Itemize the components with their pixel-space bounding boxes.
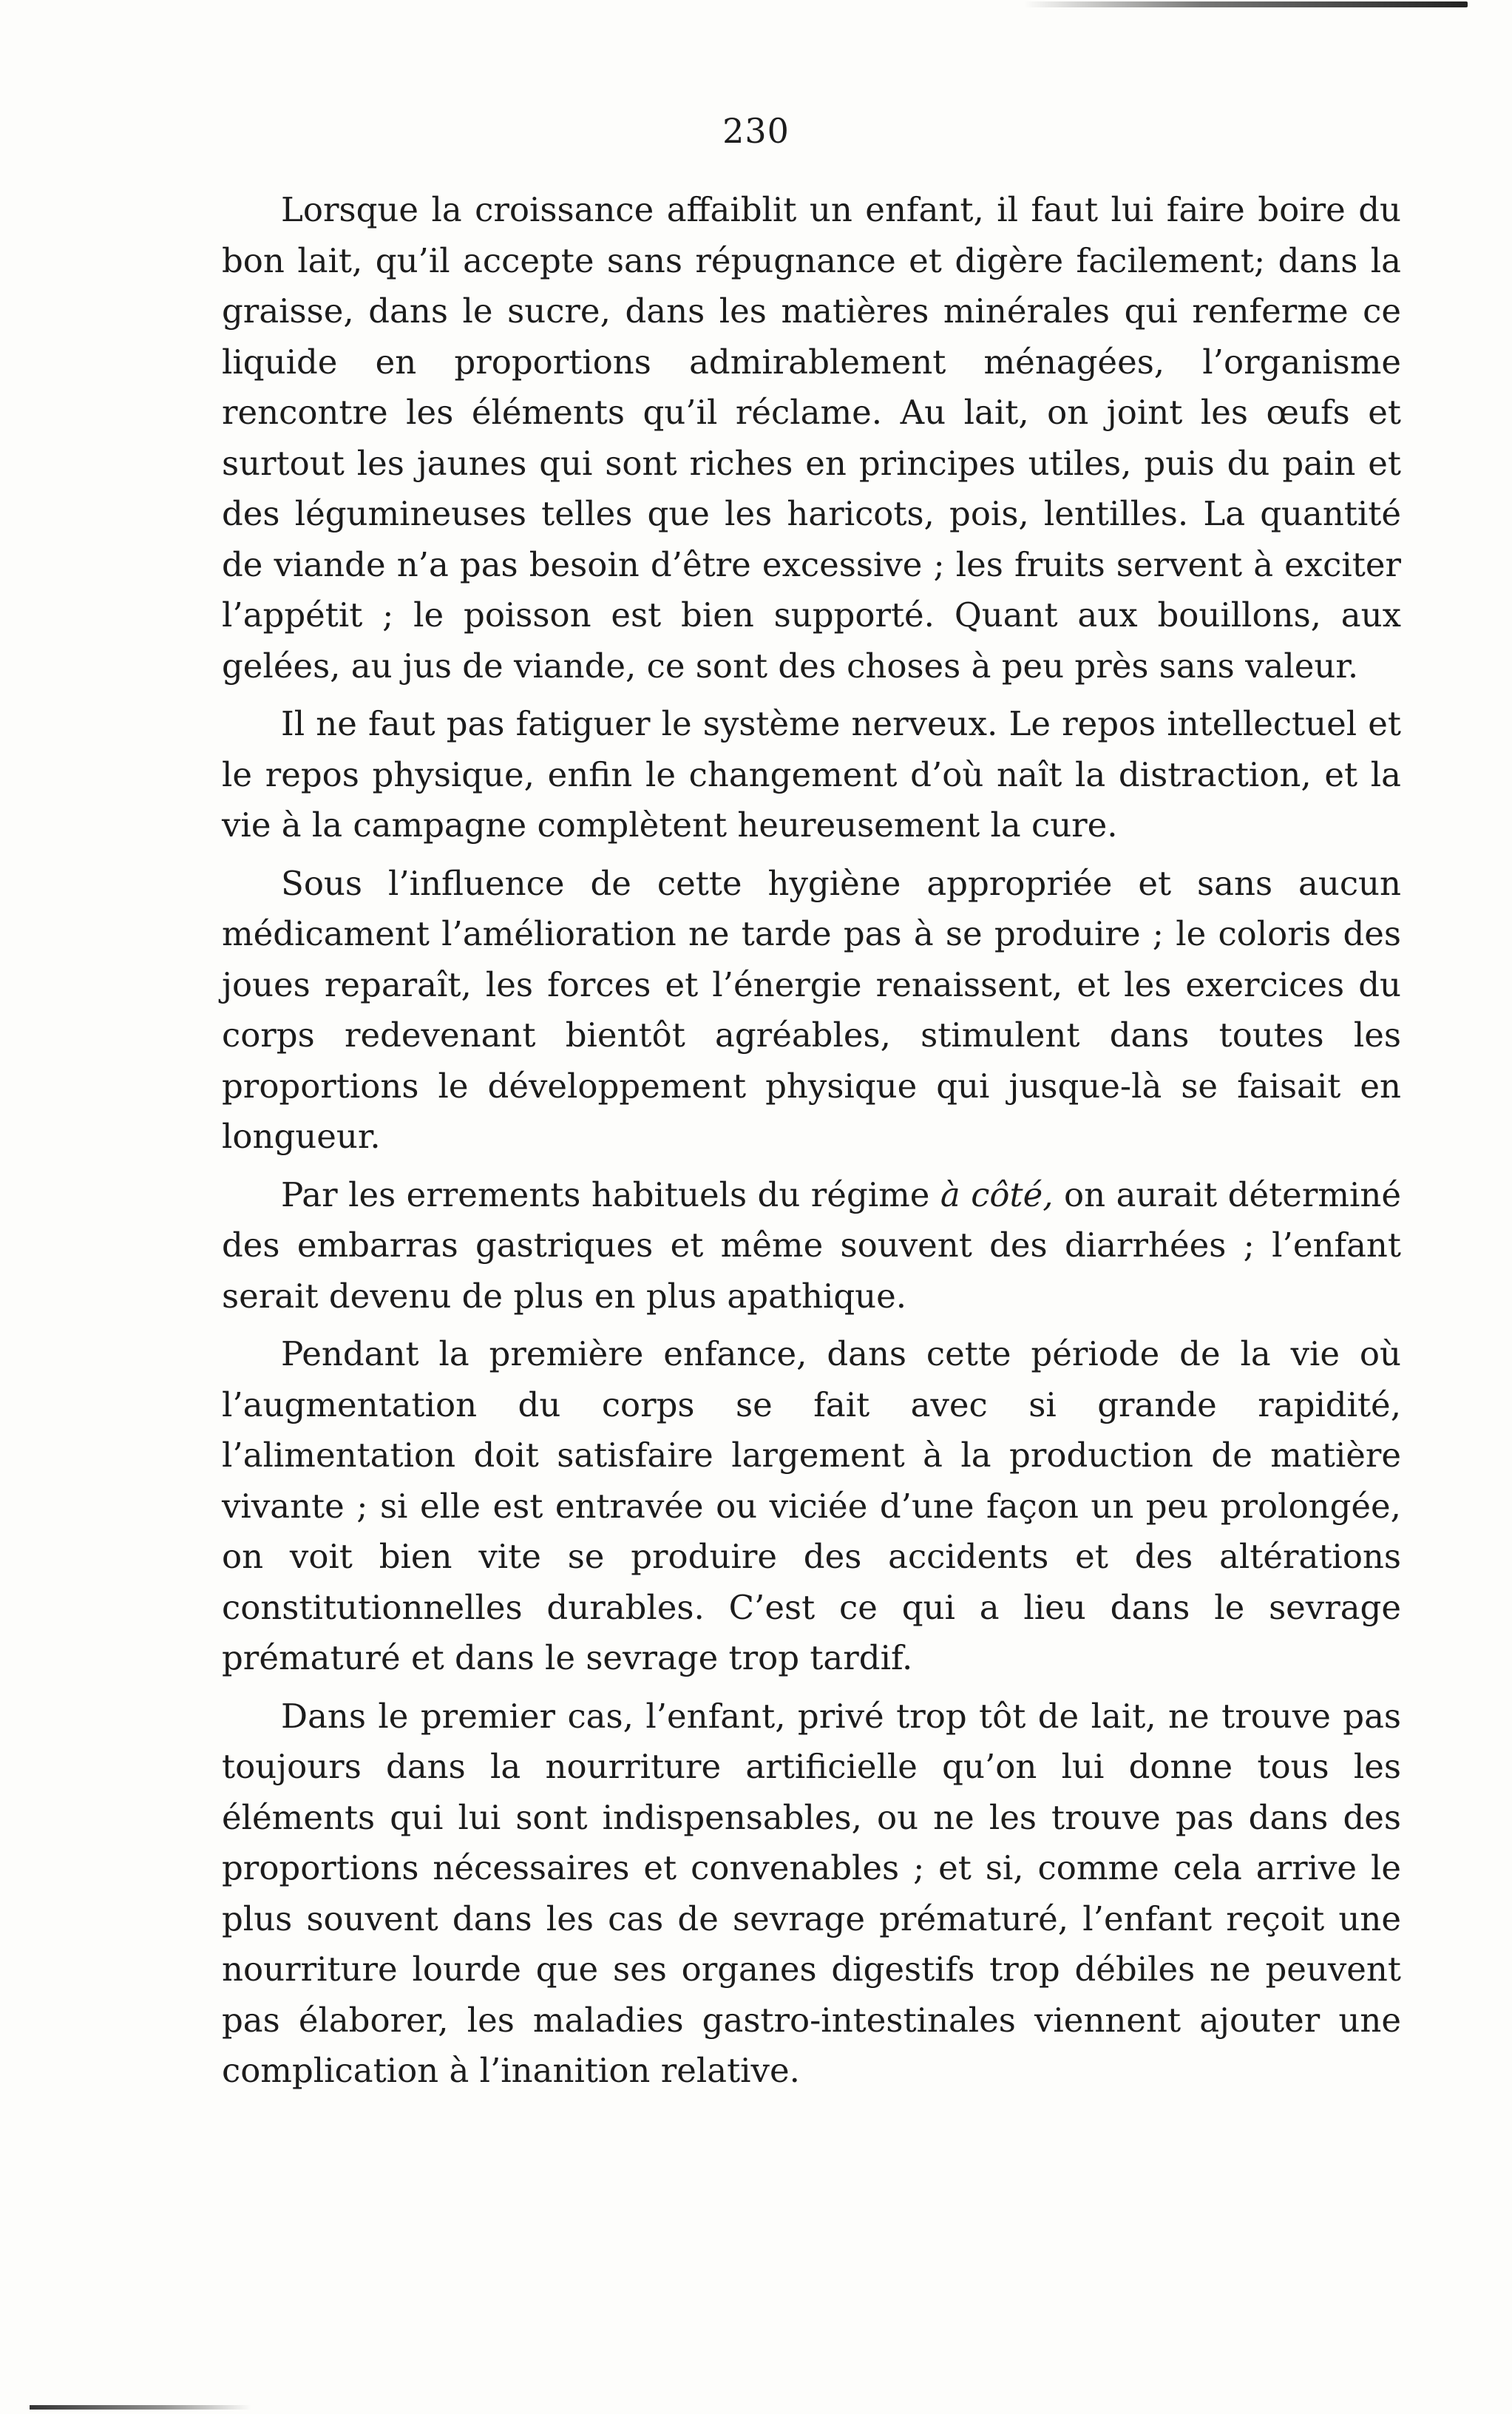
regime-text-before: Par les errements habituels du régime xyxy=(281,1174,940,1214)
bottom-edge-rule xyxy=(30,2405,251,2410)
regime-text-after: on aurait déterminé des embarras gastriques et même souvent des diarrhées ; l’enfant serait devenu de plus en plus apathique. xyxy=(222,1174,1402,1316)
top-edge-rule xyxy=(1024,1,1468,7)
body-text xyxy=(222,185,1401,2104)
paragraph-premature-weaning: Dans le premier cas, l’enfant, privé trop tôt de lait, ne trouve pas toujours dans la nourriture artificielle qu’on lui donne tous les éléments qui lui sont indispensables, ou ne les trouve pas dans des proportions nécessaires et convenables ; et si, comme cela arrive le plus souvent dans les cas de sevrage prématuré, l’enfant reçoit une nourriture lourde que ses organes digestifs trop débiles ne peuvent pas élaborer, les maladies gastro-intestinales viennent ajouter une complication à l’inanition relative. xyxy=(222,1696,1401,2090)
paragraph-regime-a-cote xyxy=(222,1170,1401,1322)
paragraph-nervous-system: Il ne faut pas fatiguer le système nerveux. Le repos intellectuel et le repos physique, enfin le changement d’où naît la distraction, et la vie à la campagne complètent heureusement la cure. xyxy=(222,704,1401,845)
paragraph-first-childhood: Pendant la première enfance, dans cette période de la vie où l’augmentation du corps se fait avec si grande rapidité, l’alimentation doit satisfaire largement à la production de matière vivante ; si elle est entravée ou viciée d’une façon un peu prolongée, on voit bien vite se produire des accidents et des altérations constitutionnelles durables. C’est ce qui a lieu dans le sevrage prématuré et dans le sevrage trop tardif. xyxy=(222,1334,1401,1677)
paragraph-growth-diet: Lorsque la croissance affaiblit un enfant, il faut lui faire boire du bon lait, qu’il accepte sans répugnance et digère facilement; dans la graisse, dans le sucre, dans les matières minérales qui renferme ce liquide en proportions admirablement ménagées, l’organisme rencontre les éléments qu’il réclame. Au lait, on joint les œufs et surtout les jaunes qui sont riches en principes utiles, puis du pain et des légumineuses telles que les haricots, pois, lentilles. La quantité de viande n’a pas besoin d’être excessive ; les fruits servent à exciter l’appétit ; le poisson est bien supporté. Quant aux bouillons, aux gelées, au jus de viande, ce sont des choses à peu près sans valeur. xyxy=(222,190,1401,686)
page-number: 230 xyxy=(722,111,790,151)
paragraph-hygiene-effects: Sous l’influence de cette hygiène appropriée et sans aucun médicament l’amélioration ne tarde pas à se produire ; le coloris des joues reparaît, les forces et l’énergie renaissent, et les exercices du corps redevenant bientôt agréables, stimulent dans toutes les proportions le développement physique qui jusque-là se faisait en longueur. xyxy=(222,863,1401,1156)
regime-emphasis: à côté, xyxy=(940,1174,1054,1214)
